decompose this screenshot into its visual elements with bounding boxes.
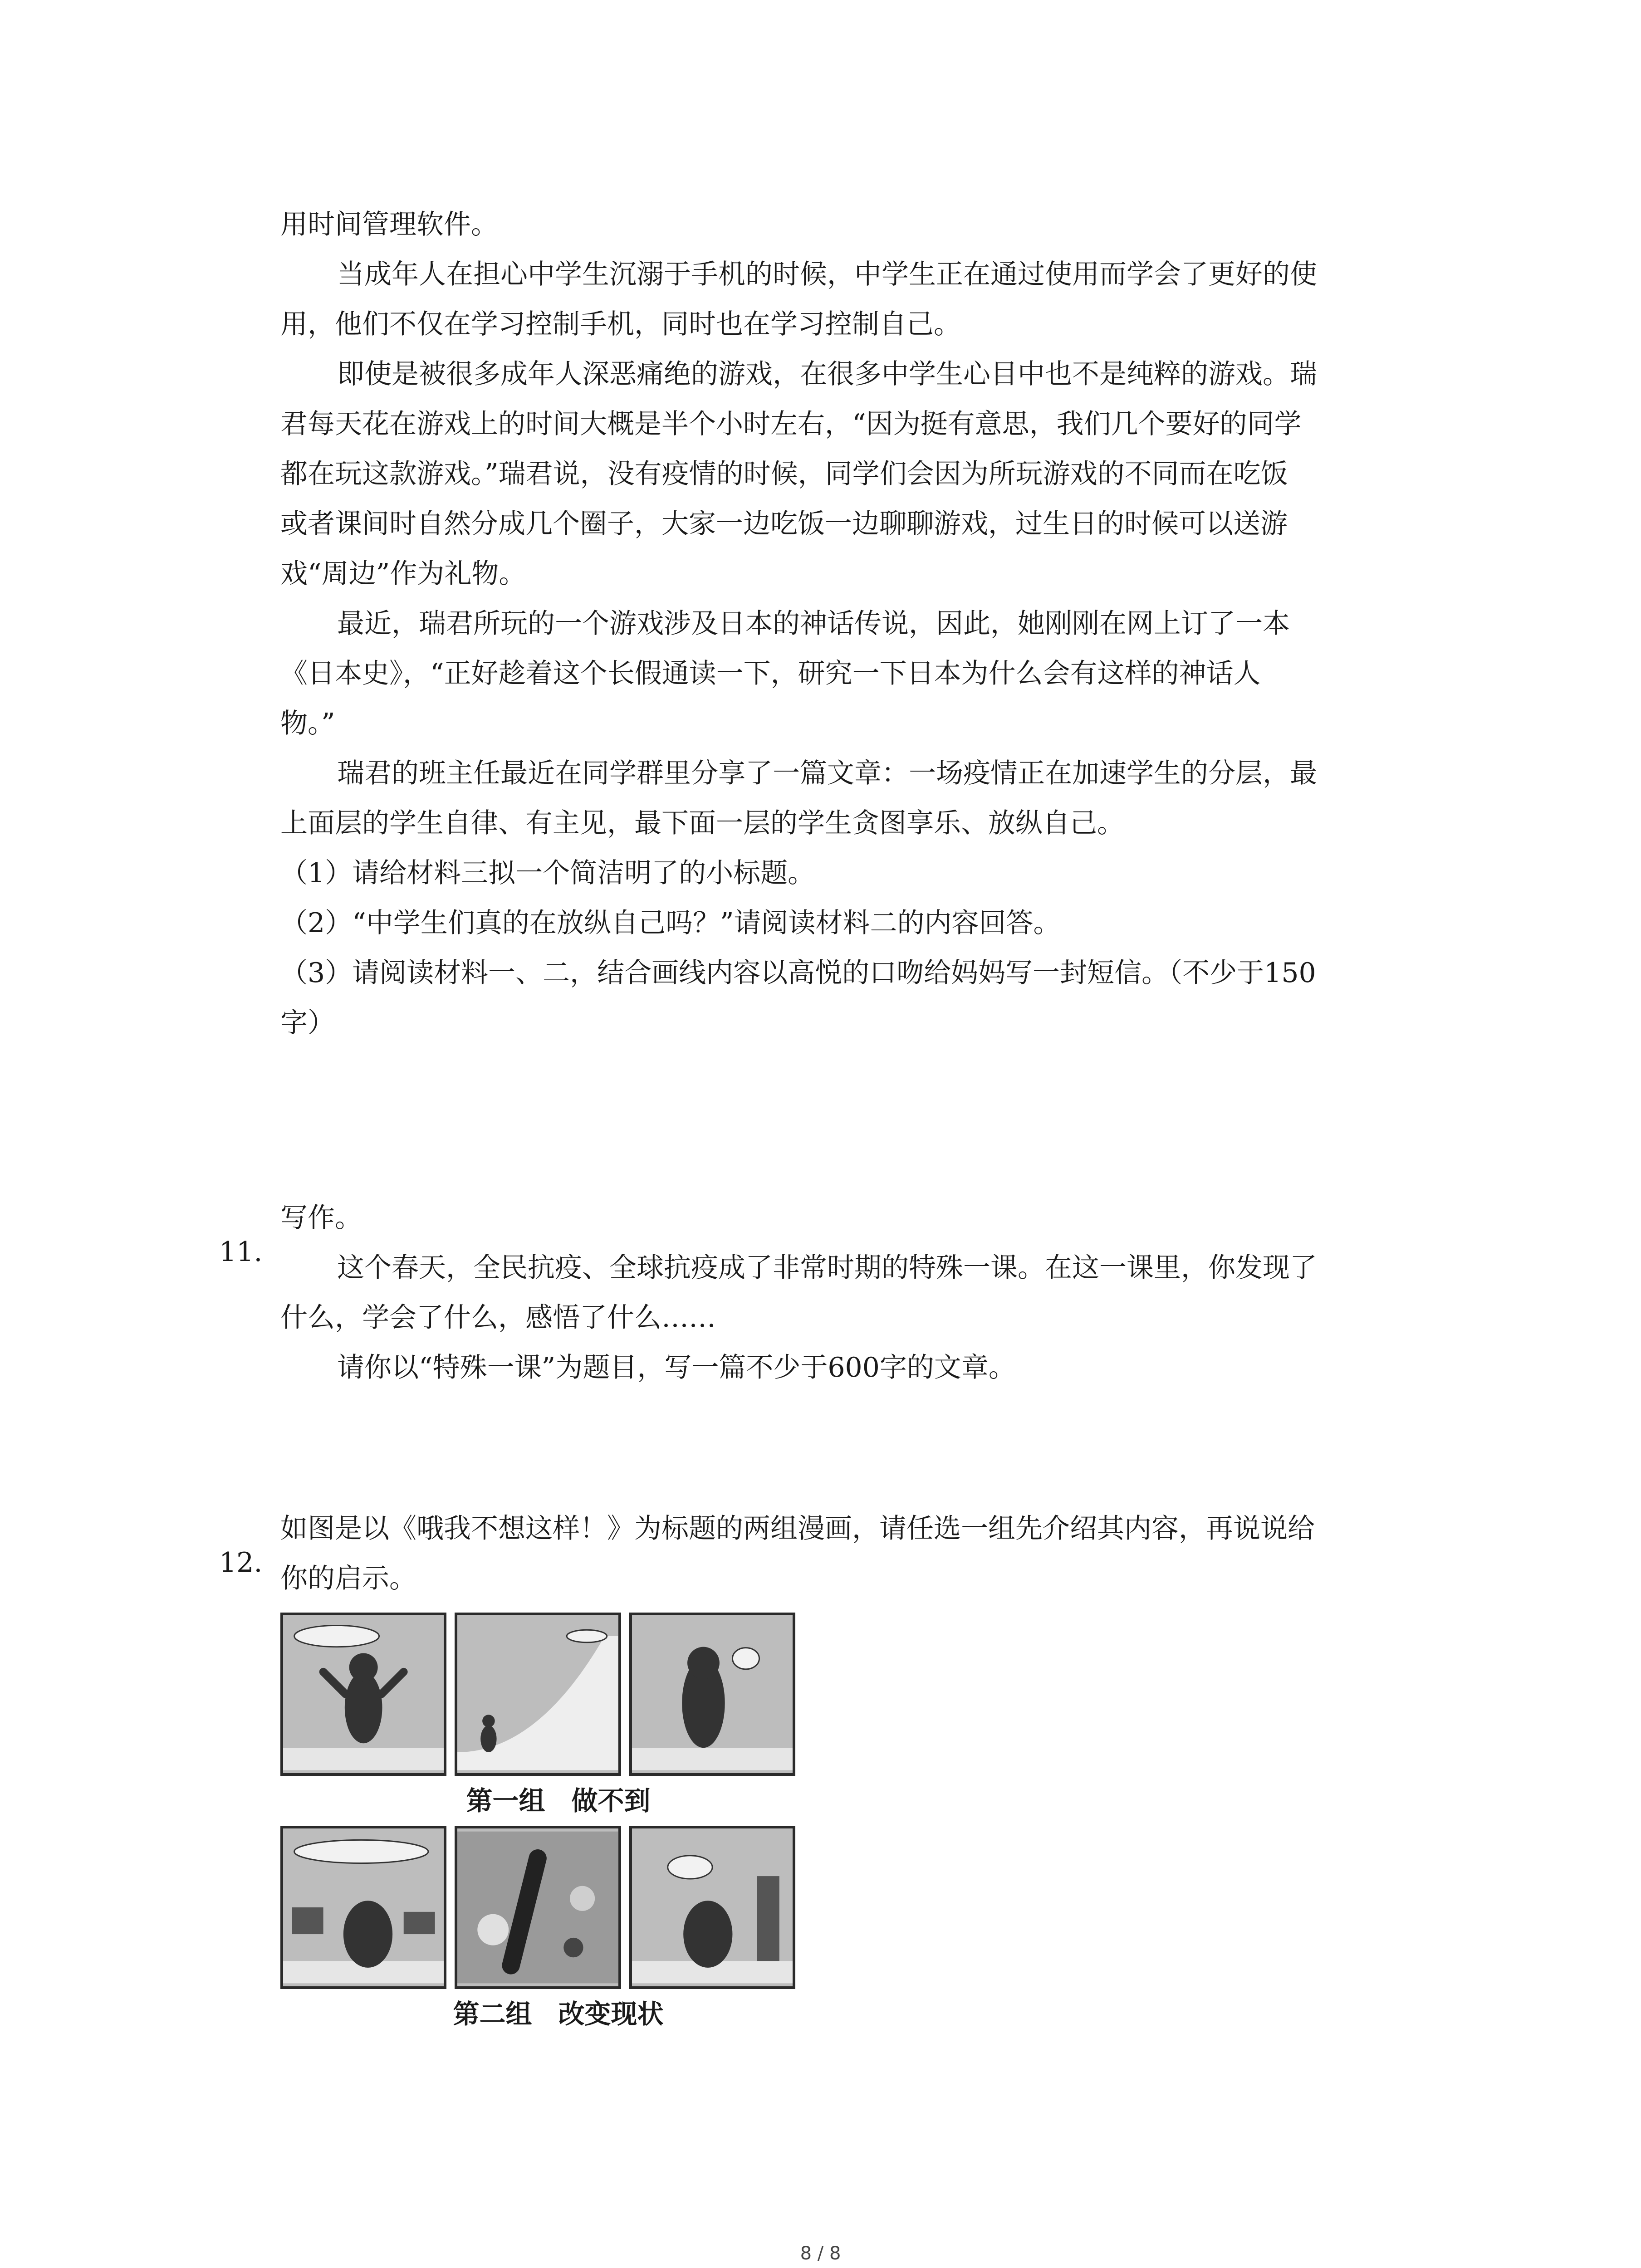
sub-question-2: （2）“中学生们真的在放纵自己吗？”请阅读材料二的内容回答。 (280, 907, 1061, 939)
question-line: 这个春天，全民抗疫、全球抗疫成了非常时期的特殊一课。在这一课里，你发现了 (337, 1252, 1317, 1284)
paragraph-line: 或者课间时自然分成几个圈子，大家一边吃饭一边聊聊游戏，过生日的时候可以送游 (280, 508, 1288, 540)
paragraph-line: 即使是被很多成年人深恶痛绝的游戏，在很多中学生心目中也不是纯粹的游戏。瑞 (337, 358, 1317, 390)
paragraph-line: 都在玩这款游戏。”瑞君说，没有疫情的时候，同学们会因为所玩游戏的不同而在吃饭 (280, 458, 1288, 490)
question-number: 11. (219, 1236, 263, 1268)
paragraph-line: 戏“周边”作为礼物。 (280, 558, 526, 590)
question-11 (219, 1193, 1442, 1393)
sub-question-1: （1）请给材料三拟一个简洁明了的小标题。 (280, 857, 815, 889)
comic-illustration (283, 1615, 444, 1773)
question-line: 你的启示。 (280, 1563, 416, 1594)
paragraph-line: 最近，瑞君所玩的一个游戏涉及日本的神话传说，因此，她刚刚在网上订了一本 (337, 608, 1290, 640)
comic-panel (280, 1613, 446, 1776)
comic-illustration (632, 1615, 793, 1773)
comic-illustration (632, 1828, 793, 1986)
comic-group-2-caption: 第二组 改变现状 (453, 1999, 664, 2029)
paragraph-line: 用，他们不仅在学习控制手机，同时也在学习控制自己。 (280, 308, 961, 340)
comic-panel (280, 1826, 446, 1989)
material-three-text (280, 200, 1442, 1048)
comic-panel (629, 1613, 795, 1776)
comic-panel (455, 1613, 621, 1776)
question-line: 请你以“特殊一课”为题目，写一篇不少于600字的文章。 (337, 1352, 1016, 1383)
comic-panel (455, 1826, 621, 1989)
question-12 (219, 1504, 1442, 1603)
question-number: 12. (219, 1547, 263, 1579)
paragraph-line: 用时间管理软件。 (280, 209, 498, 240)
comic-illustration (457, 1615, 618, 1773)
paragraph-line: 君每天花在游戏上的时间大概是半个小时左右，“因为挺有意思，我们几个要好的同学 (280, 408, 1302, 440)
question-line: 如图是以《哦我不想这样！》为标题的两组漫画，请任选一组先介绍其内容，再说说给 (280, 1513, 1315, 1545)
paragraph-line: 《日本史》，“正好趁着这个长假通读一下，研究一下日本为什么会有这样的神话人 (280, 658, 1261, 689)
comic-panel (629, 1826, 795, 1989)
comic-group-1 (280, 1613, 795, 1776)
paragraph-line: 上面层的学生自律、有主见，最下面一层的学生贪图享乐、放纵自己。 (280, 807, 1124, 839)
comic-group-2 (280, 1826, 795, 1989)
sub-question-3: （3）请阅读材料一、二，结合画线内容以高悦的口吻给妈妈写一封短信。（不少于150 (280, 957, 1316, 989)
page-number: 8 / 8 (800, 2243, 841, 2264)
paragraph-line: 物。” (280, 708, 335, 739)
sub-question-3-continued: 字） (280, 1007, 335, 1039)
question-title: 写作。 (280, 1202, 362, 1234)
comic-illustration (283, 1828, 444, 1986)
paragraph-line: 瑞君的班主任最近在同学群里分享了一篇文章：一场疫情正在加速学生的分层，最 (337, 758, 1317, 789)
comic-figure (280, 1613, 795, 2039)
question-line: 什么，学会了什么，感悟了什么…… (280, 1302, 716, 1334)
comic-illustration (457, 1828, 618, 1986)
paragraph-line: 当成年人在担心中学生沉溺于手机的时候，中学生正在通过使用而学会了更好的使 (337, 259, 1317, 290)
comic-group-1-caption: 第一组 做不到 (466, 1785, 651, 1816)
